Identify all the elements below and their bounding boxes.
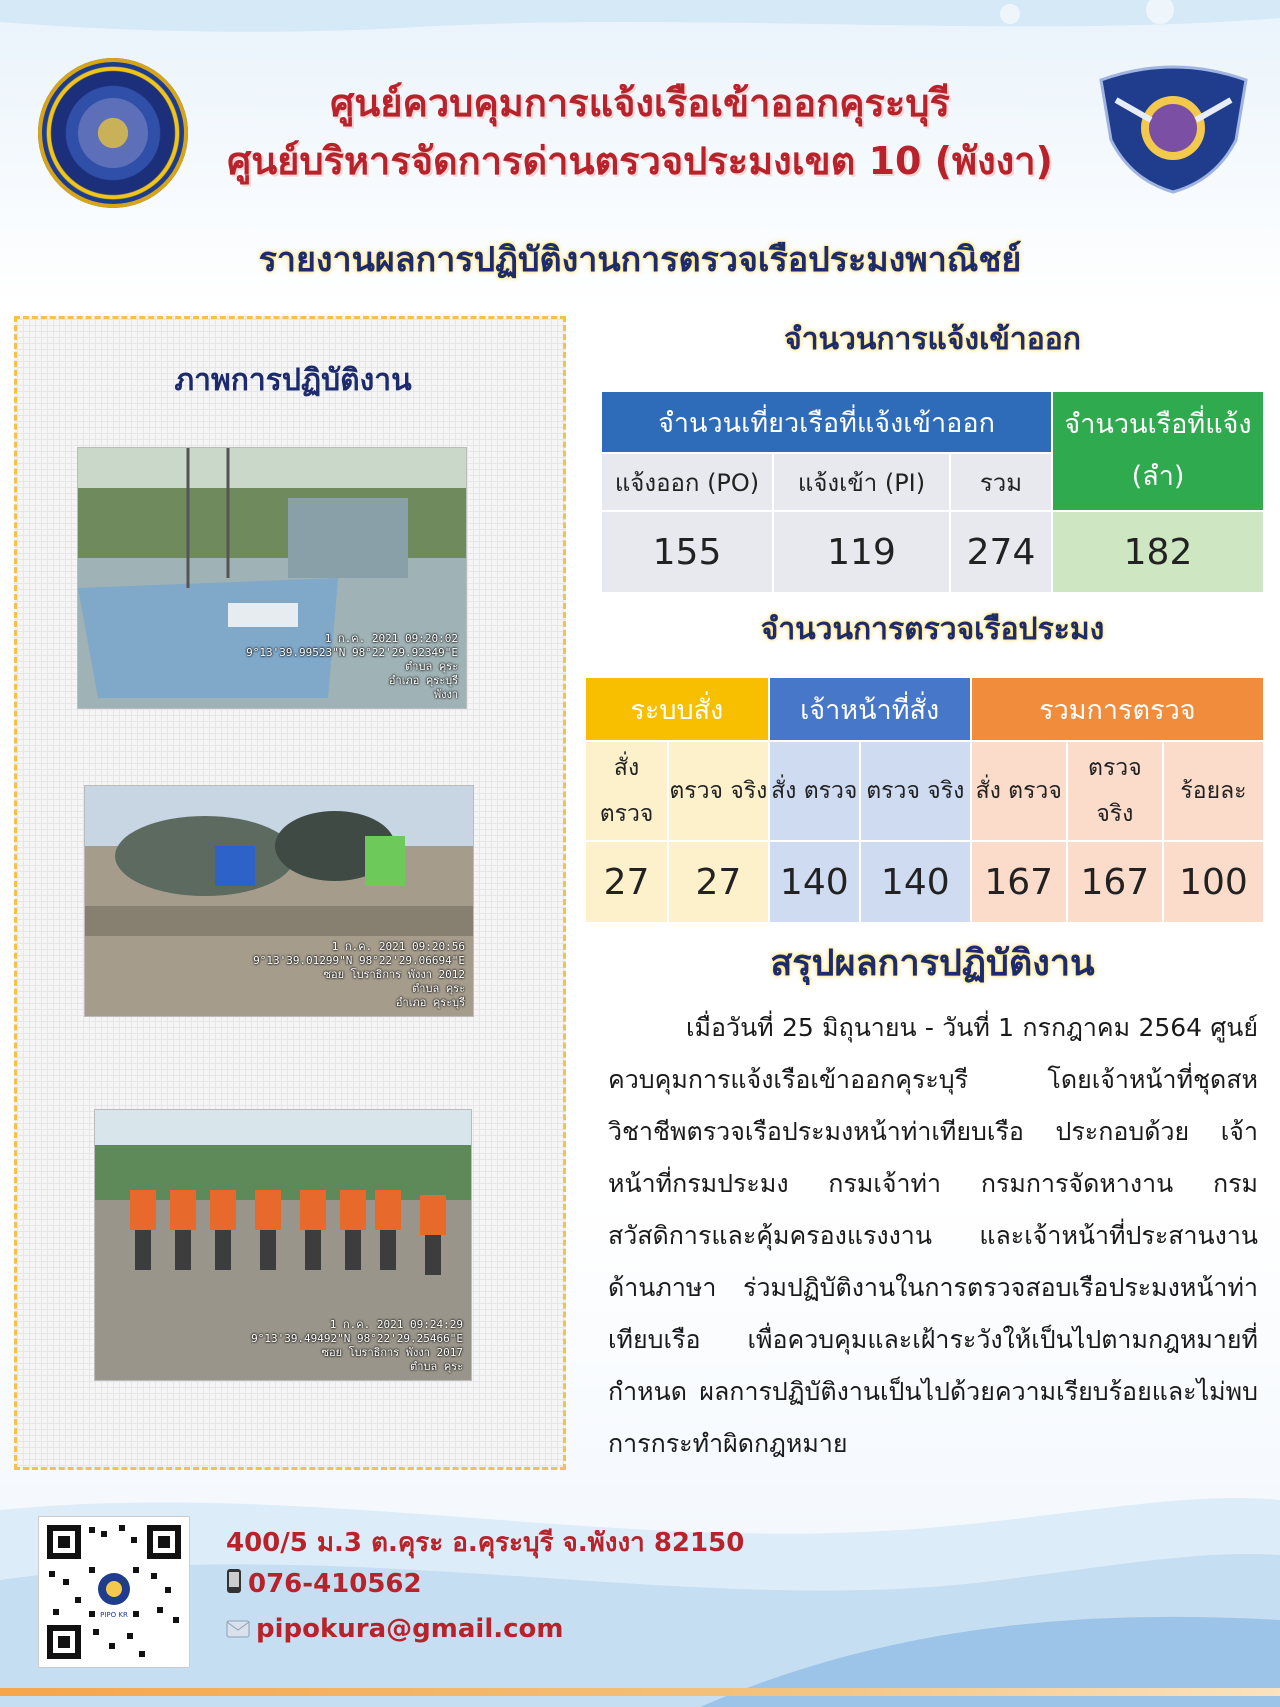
footer-phone-row [226,1568,422,1601]
footer-address: 400/5 ม.3 ต.คุระ อ.คุระบุรี จ.พังงา 82150 [226,1528,745,1558]
qr-code[interactable] [38,1516,190,1668]
mail-icon [226,1615,250,1645]
photo-3-stamp-4: ตำบล คุระ [410,1360,463,1373]
bottom-decoration [0,1470,1280,1707]
col-out-label: แจ้งออก (PO) [601,453,773,511]
out-count: 155 [601,511,773,593]
officer-group-header: เจ้าหน้าที่สั่ง [769,677,971,741]
qr-label: PIPO KR [100,1611,128,1619]
notification-table [600,390,1265,594]
summary-body [608,1002,1258,1470]
photo-1-stamp-2: 9°13'39.99523"N 98°22'29.92349"E [246,646,458,659]
total-order-label: สั่ง ตรวจ [971,741,1067,841]
total-actual-value: 167 [1067,841,1163,923]
photo-panel [14,316,566,1470]
phone-icon [226,1568,242,1601]
summary-title: สรุปผลการปฏิบัติงาน [770,943,1095,984]
trips-header: จำนวนเที่ยวเรือที่แจ้งเข้าออก [601,391,1052,453]
photo-2-stamp-4: ตำบล คุระ [412,982,465,995]
photo-3-stamp-2: 9°13'39.49492"N 98°22'29.25466"E [251,1332,463,1345]
percent-value: 100 [1163,841,1264,923]
inspection-table [584,676,1265,924]
system-actual-label: ตรวจ จริง [668,741,769,841]
total-group-header: รวมการตรวจ [971,677,1264,741]
notification-section-title: จำนวนการแจ้งเข้าออก [784,322,1081,357]
footer-email-row [226,1614,563,1645]
photo-3-stamp-1: 1 ก.ค. 2021 09:24:29 [329,1318,463,1331]
col-in-label: แจ้งเข้า (PI) [773,453,950,511]
fishery-inspection-logo [1096,60,1251,195]
center-title: ศูนย์ควบคุมการแจ้งเรือเข้าออกคุระบุรี [330,81,950,125]
photo-2-stamp-2: 9°13'39.01299"N 98°22'29.06694"E [253,954,465,967]
region-title: ศูนย์บริหารจัดการด่านตรวจประมงเขต 10 (พังงา) [227,139,1053,183]
total-trips: 274 [950,511,1052,593]
officer-order-value: 140 [769,841,860,923]
system-actual-value: 27 [668,841,769,923]
report-title: รายงานผลการปฏิบัติงานการตรวจเรือประมงพาณิชย์ [258,240,1022,280]
officer-actual-label: ตรวจ จริง [860,741,971,841]
inspection-section-title: จำนวนการตรวจเรือประมง [760,612,1105,647]
photo-1-stamp-5: พังงา [433,688,458,701]
percent-label: ร้อยละ [1163,741,1264,841]
col-total-label: รวม [950,453,1052,511]
fisheries-department-seal [38,58,188,208]
in-count: 119 [773,511,950,593]
system-group-header: ระบบสั่ง [585,677,769,741]
photo-2-stamp-3: ซอย โบราธิการ พังงา 2012 [323,968,465,981]
photo-1-stamp-1: 1 ก.ค. 2021 09:20:02 [324,632,458,645]
system-order-value: 27 [585,841,668,923]
system-order-label: สั่ง ตรวจ [585,741,668,841]
bottom-stripe [0,1688,1280,1696]
photo-3-stamp-3: ซอย โบราธิการ พังงา 2017 [321,1346,463,1359]
footer-email[interactable]: pipokura@gmail.com [256,1614,564,1644]
total-actual-label: ตรวจ จริง [1067,741,1163,841]
officer-order-label: สั่ง ตรวจ [769,741,860,841]
photo-2-stamp-5: อำเภอ คุระบุรี [395,996,465,1009]
fishing-boat-photo [77,447,467,709]
photo-2-stamp-1: 1 ก.ค. 2021 09:20:56 [331,940,465,953]
officer-actual-value: 140 [860,841,971,923]
boats-header: จำนวนเรือที่แจ้ง (ลำ) [1052,391,1264,511]
photo-1-stamp-3: ตำบล คุระ [405,660,458,673]
photo-panel-title: ภาพการปฏิบัติงาน [174,363,412,398]
crew-lifejackets-photo [94,1109,472,1381]
summary-text: เมื่อวันที่ 25 มิถุนายน - วันที่ 1 กรกฎาคม 2564 ศูนย์ควบคุมการแจ้งเรือเข้าออกคุระบุรี โดยเจ้าหน้าที่ชุดสหวิชาชีพตรวจเรือประมงหน้าท่าเทียบเรือ ประกอบด้วย เจ้าหน้าที่กรมประมง กรมเจ้าท่า กรมการจัดหางาน กรมสวัสดิการและคุ้มครองแรงงาน และเจ้าหน้าที่ประสานงานด้านภาษา ร่วมปฏิบัติงานในการตรวจสอบเรือประมงหน้าท่าเทียบเรือ เพื่อควบคุมและเฝ้าระวังให้เป็นไปตามกฎหมายที่กำหนด ผลการปฏิบัติงานเป็นไปด้วยความเรียบร้อยและไม่พบการกระทำผิดกฎหมาย [608,1013,1258,1458]
total-order-value: 167 [971,841,1067,923]
photo-1-stamp-4: อำเภอ คุระบุรี [388,674,458,687]
boats-count: 182 [1052,511,1264,593]
top-decoration [0,0,1280,60]
boat-deck-nets-photo [84,785,474,1017]
footer-phone[interactable]: 076-410562 [248,1569,422,1599]
